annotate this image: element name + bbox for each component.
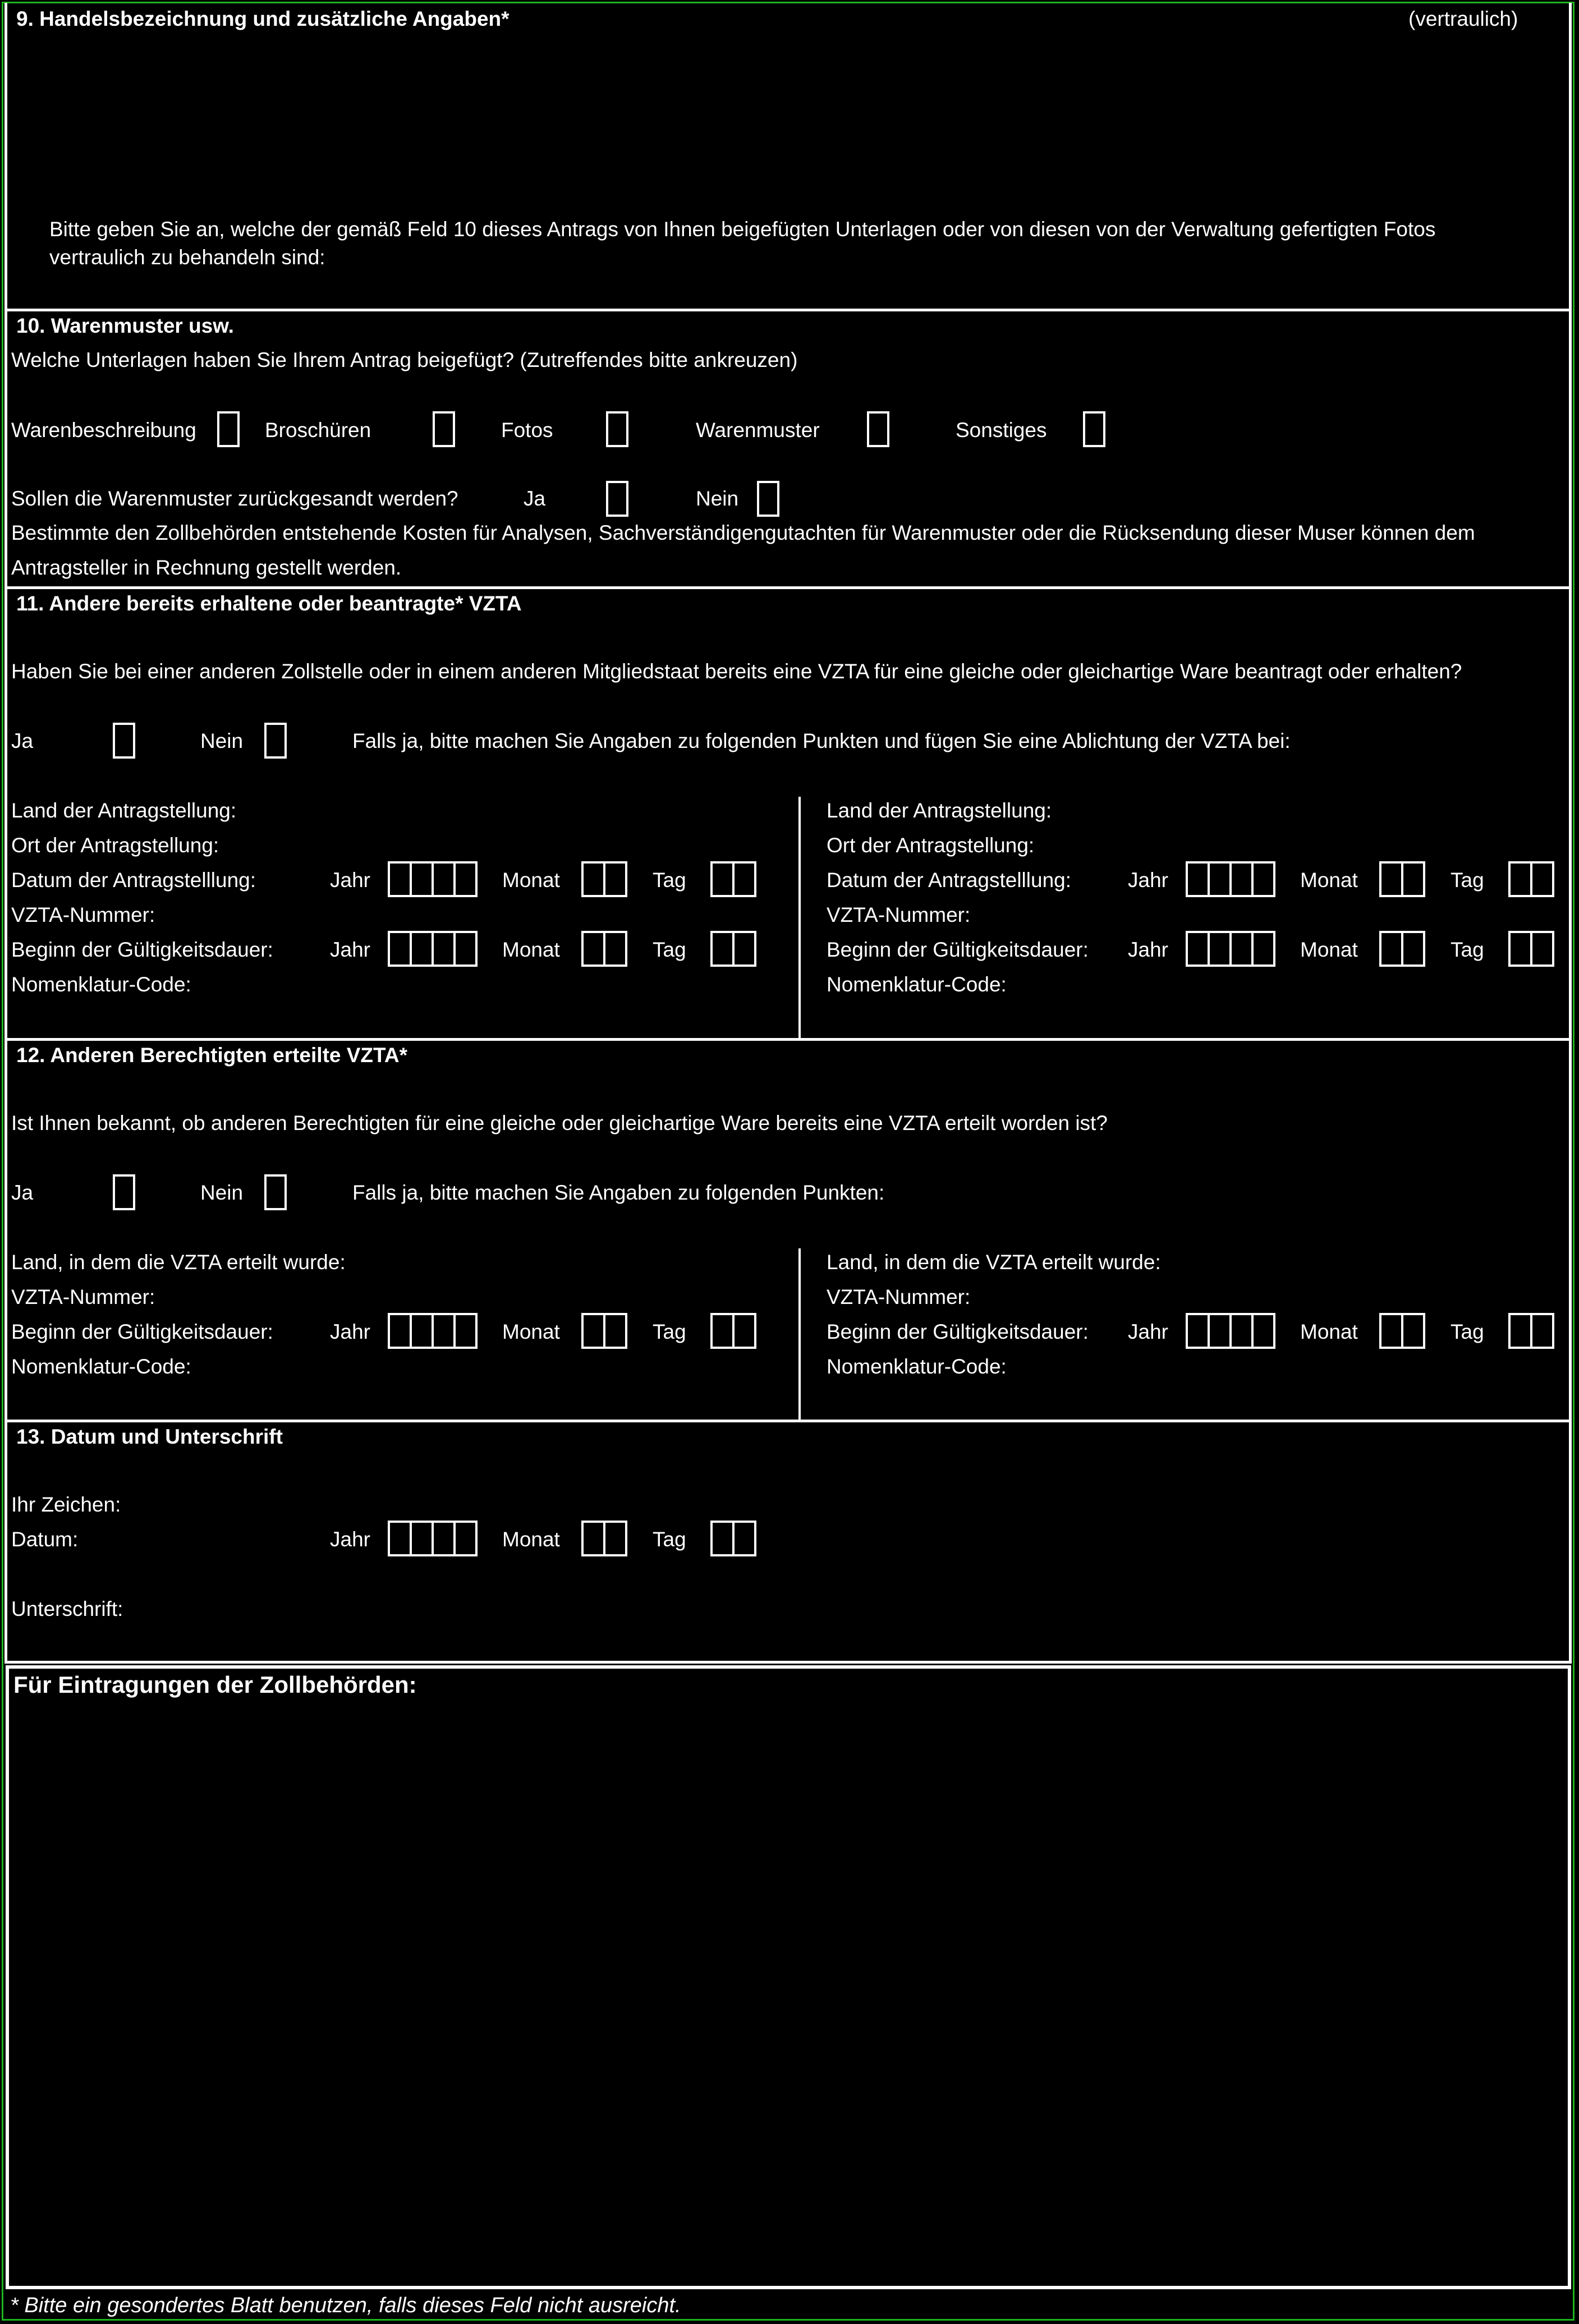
vzta-number-label: VZTA-Nummer: bbox=[11, 903, 155, 926]
year-label: Jahr bbox=[1128, 1320, 1168, 1343]
confidential-note-line1: Bitte geben Sie an, welche der gemäß Feld 10 dieses Antrags von Ihnen beigefügten Unterlagen oder von diesen von der Verwaltung gefertigten Fotos bbox=[49, 218, 1436, 241]
year-label: Jahr bbox=[330, 1528, 370, 1551]
year-input[interactable] bbox=[388, 861, 478, 897]
year-input[interactable] bbox=[1186, 861, 1275, 897]
section-12-title: 12. Anderen Berechtigten erteilte VZTA* bbox=[16, 1044, 408, 1067]
month-label: Monat bbox=[1300, 869, 1358, 892]
option-label-warenmuster: Warenmuster bbox=[696, 419, 820, 442]
place-label: Ort der Antragstellung: bbox=[11, 834, 219, 857]
section-10 bbox=[4, 311, 1572, 589]
day-input[interactable] bbox=[710, 1313, 756, 1349]
other-vzta-yes-checkbox[interactable] bbox=[113, 723, 135, 759]
application-date-label: Datum der Antragstelllung: bbox=[11, 869, 256, 892]
vzta-number-label: VZTA-Nummer: bbox=[827, 1285, 971, 1308]
day-input[interactable] bbox=[710, 1521, 756, 1556]
month-label: Monat bbox=[502, 938, 560, 961]
section-13-title: 13. Datum und Unterschrift bbox=[16, 1425, 283, 1448]
other-holders-no-label: Nein bbox=[200, 1181, 244, 1204]
year-input[interactable] bbox=[1186, 1313, 1275, 1349]
year-label: Jahr bbox=[1128, 869, 1168, 892]
month-label: Monat bbox=[502, 1320, 560, 1343]
section-9 bbox=[4, 3, 1572, 311]
other-vzta-yes-label: Ja bbox=[11, 729, 34, 752]
month-input[interactable] bbox=[581, 1313, 627, 1349]
validity-start-label: Beginn der Gültigkeitsdauer: bbox=[827, 1320, 1089, 1343]
day-input[interactable] bbox=[1508, 861, 1554, 897]
other-vzta-question: Haben Sie bei einer anderen Zollstelle oder in einem anderen Mitgliedstaat bereits eine VZTA für eine gleiche oder gleichartige Ware beantragt oder erhalten? bbox=[11, 660, 1462, 683]
nomenclature-code-label: Nomenklatur-Code: bbox=[11, 973, 191, 996]
day-label: Tag bbox=[653, 1320, 686, 1343]
other-holders-no-checkbox[interactable] bbox=[264, 1174, 287, 1210]
other-vzta-no-checkbox[interactable] bbox=[264, 723, 287, 759]
validity-start-label: Beginn der Gültigkeitsdauer: bbox=[11, 938, 273, 961]
month-input[interactable] bbox=[581, 931, 627, 967]
vzta-number-label: VZTA-Nummer: bbox=[11, 1285, 155, 1308]
month-input[interactable] bbox=[581, 861, 627, 897]
year-input[interactable] bbox=[388, 1521, 478, 1556]
date-label: Datum: bbox=[11, 1528, 79, 1551]
confidential-note-line2: vertraulich zu behandeln sind: bbox=[49, 246, 325, 269]
day-input[interactable] bbox=[710, 931, 756, 967]
day-label: Tag bbox=[653, 869, 686, 892]
year-label: Jahr bbox=[330, 1320, 370, 1343]
application-date-label: Datum der Antragstelllung: bbox=[827, 869, 1072, 892]
month-input[interactable] bbox=[1379, 861, 1425, 897]
other-holders-question: Ist Ihnen bekannt, ob anderen Berechtigten für eine gleiche oder gleichartige Ware bereits eine VZTA erteilt worden ist? bbox=[11, 1112, 1108, 1135]
return-no-checkbox[interactable] bbox=[757, 481, 779, 517]
year-input[interactable] bbox=[388, 931, 478, 967]
nomenclature-code-label: Nomenklatur-Code: bbox=[11, 1355, 191, 1378]
validity-start-label: Beginn der Gültigkeitsdauer: bbox=[827, 938, 1089, 961]
return-no-label: Nein bbox=[696, 487, 739, 510]
checkbox-warenmuster[interactable] bbox=[867, 411, 889, 447]
return-yes-checkbox[interactable] bbox=[606, 481, 628, 517]
month-label: Monat bbox=[1300, 1320, 1358, 1343]
other-holders-yes-checkbox[interactable] bbox=[113, 1174, 135, 1210]
day-label: Tag bbox=[1451, 1320, 1484, 1343]
day-label: Tag bbox=[1451, 938, 1484, 961]
section-10-title: 10. Warenmuster usw. bbox=[16, 314, 234, 337]
checkbox-fotos[interactable] bbox=[606, 411, 628, 447]
day-label: Tag bbox=[653, 938, 686, 961]
option-label-sonstiges: Sonstiges bbox=[956, 419, 1047, 442]
day-input[interactable] bbox=[1508, 931, 1554, 967]
month-input[interactable] bbox=[581, 1521, 627, 1556]
customs-authority-area[interactable] bbox=[6, 1665, 1571, 2289]
day-label: Tag bbox=[1451, 869, 1484, 892]
issuing-country-label: Land, in dem die VZTA erteilt wurde: bbox=[827, 1251, 1161, 1274]
day-input[interactable] bbox=[1508, 1313, 1554, 1349]
nomenclature-code-label: Nomenklatur-Code: bbox=[827, 1355, 1007, 1378]
month-input[interactable] bbox=[1379, 931, 1425, 967]
country-label: Land der Antragstellung: bbox=[11, 799, 237, 822]
country-label: Land der Antragstellung: bbox=[827, 799, 1052, 822]
year-input[interactable] bbox=[1186, 931, 1275, 967]
column-divider bbox=[798, 1248, 801, 1422]
return-samples-question: Sollen die Warenmuster zurückgesandt werden? bbox=[11, 487, 458, 510]
option-label-broschueren: Broschüren bbox=[265, 419, 371, 442]
other-vzta-if-yes: Falls ja, bitte machen Sie Angaben zu folgenden Punkten und fügen Sie eine Ablichtung der VZTA bei: bbox=[352, 729, 1291, 752]
other-holders-if-yes: Falls ja, bitte machen Sie Angaben zu folgenden Punkten: bbox=[352, 1181, 885, 1204]
option-label-warenbeschreibung: Warenbeschreibung bbox=[11, 419, 196, 442]
checkbox-sonstiges[interactable] bbox=[1083, 411, 1105, 447]
costs-note-line1: Bestimmte den Zollbehörden entstehende Kosten für Analysen, Sachverständigengutachten für Warenmuster oder die Rücksendung dieser Muser können dem bbox=[11, 521, 1475, 544]
checkbox-warenbeschreibung[interactable] bbox=[217, 411, 240, 447]
year-input[interactable] bbox=[388, 1313, 478, 1349]
place-label: Ort der Antragstellung: bbox=[827, 834, 1035, 857]
column-divider bbox=[798, 797, 801, 1038]
section-9-title: 9. Handelsbezeichnung und zusätzliche Angaben* bbox=[16, 7, 509, 30]
year-label: Jahr bbox=[330, 938, 370, 961]
month-input[interactable] bbox=[1379, 1313, 1425, 1349]
day-label: Tag bbox=[653, 1528, 686, 1551]
nomenclature-code-label: Nomenklatur-Code: bbox=[827, 973, 1007, 996]
signature-label: Unterschrift: bbox=[11, 1597, 123, 1620]
month-label: Monat bbox=[502, 1528, 560, 1551]
year-label: Jahr bbox=[330, 869, 370, 892]
checkbox-broschueren[interactable] bbox=[433, 411, 455, 447]
validity-start-label: Beginn der Gültigkeitsdauer: bbox=[11, 1320, 273, 1343]
attachments-question: Welche Unterlagen haben Sie Ihrem Antrag beigefügt? (Zutreffendes bitte ankreuzen) bbox=[11, 348, 798, 371]
section-11-title: 11. Andere bereits erhaltene oder beantragte* VZTA bbox=[16, 592, 522, 615]
costs-note-line2: Antragsteller in Rechnung gestellt werden. bbox=[11, 556, 402, 579]
year-label: Jahr bbox=[1128, 938, 1168, 961]
return-yes-label: Ja bbox=[524, 487, 546, 510]
customs-authority-title: Für Eintragungen der Zollbehörden: bbox=[13, 1671, 417, 1698]
month-label: Monat bbox=[1300, 938, 1358, 961]
issuing-country-label: Land, in dem die VZTA erteilt wurde: bbox=[11, 1251, 346, 1274]
day-input[interactable] bbox=[710, 861, 756, 897]
option-label-fotos: Fotos bbox=[501, 419, 553, 442]
month-label: Monat bbox=[502, 869, 560, 892]
other-vzta-no-label: Nein bbox=[200, 729, 244, 752]
vzta-number-label: VZTA-Nummer: bbox=[827, 903, 971, 926]
reference-label: Ihr Zeichen: bbox=[11, 1493, 121, 1516]
section-13 bbox=[4, 1422, 1572, 1664]
other-holders-yes-label: Ja bbox=[11, 1181, 34, 1204]
confidential-label: (vertraulich) bbox=[1408, 7, 1518, 30]
footnote: * Bitte ein gesondertes Blatt benutzen, falls dieses Feld nicht ausreicht. bbox=[10, 2294, 681, 2317]
section-12 bbox=[4, 1041, 1572, 1422]
section-11 bbox=[4, 589, 1572, 1041]
